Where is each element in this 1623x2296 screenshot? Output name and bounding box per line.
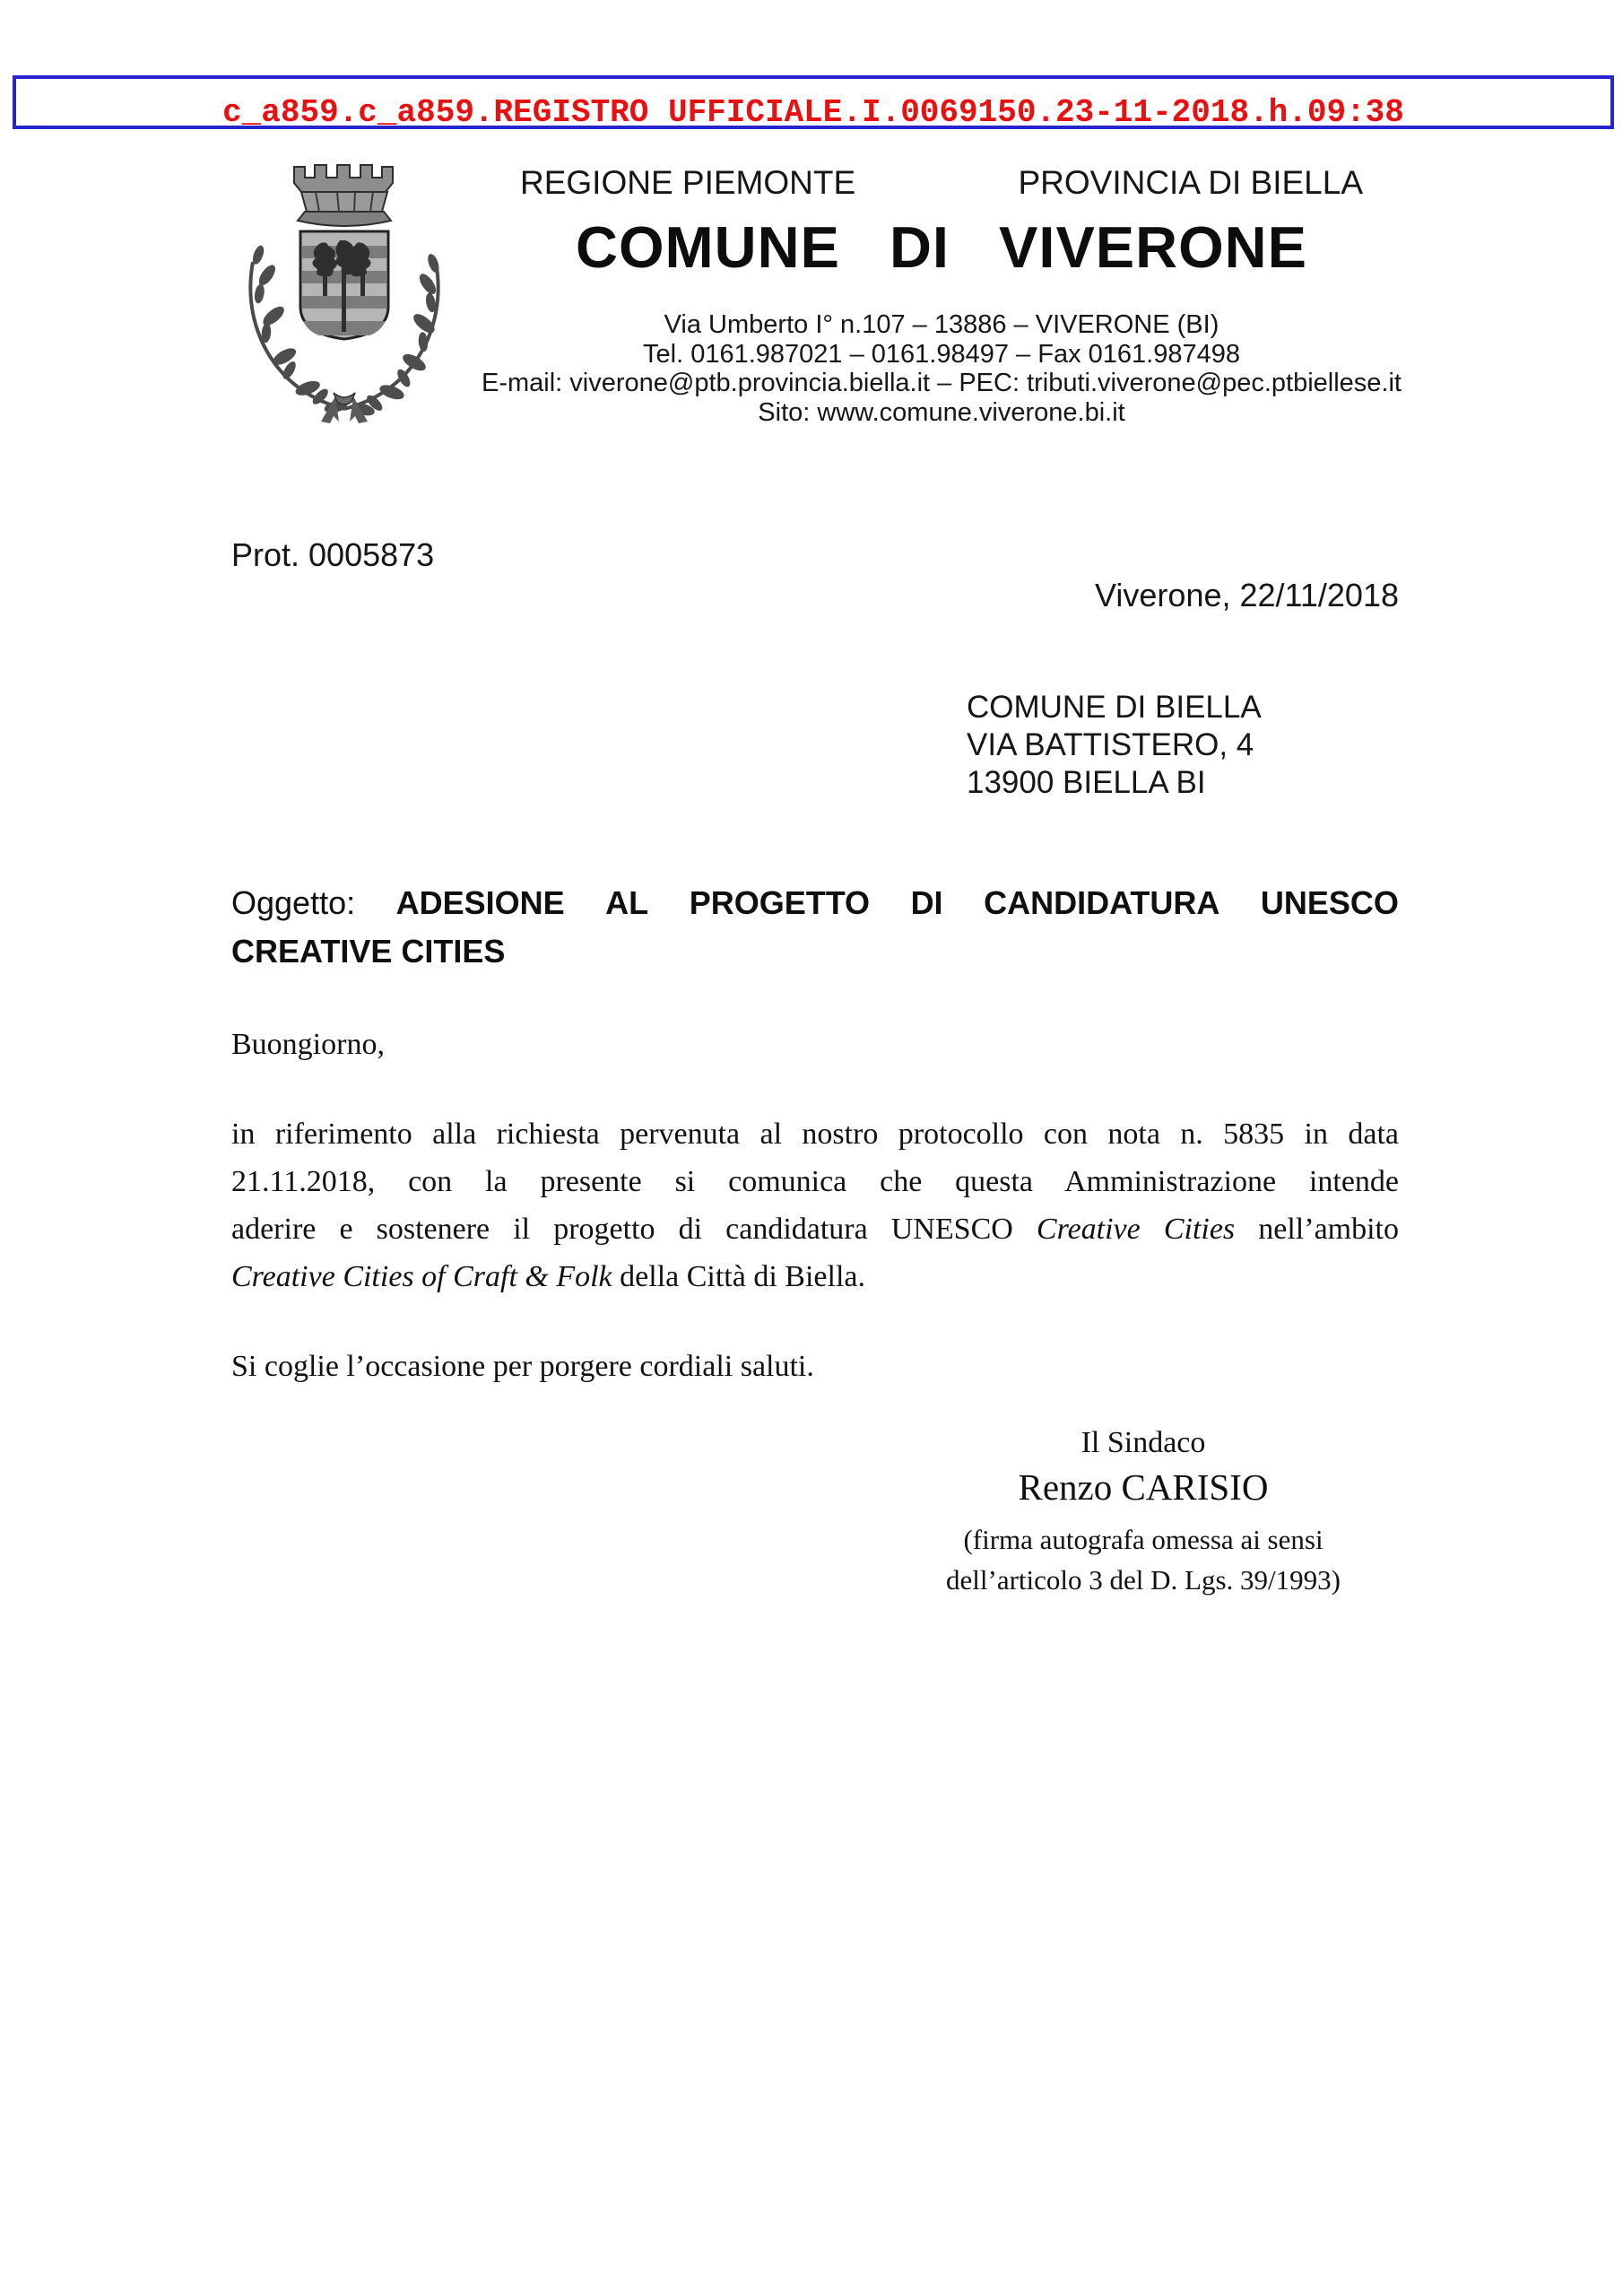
address-line-4: Sito: www.comune.viverone.bi.it xyxy=(758,397,1125,427)
body-line-3-pre: aderire e sostenere il progetto di candidatura UNESCO xyxy=(231,1213,1013,1246)
subject-word: CANDIDATURA xyxy=(984,884,1220,921)
protocol-number: Prot. 0005873 xyxy=(231,536,435,573)
subject-line-1 xyxy=(231,879,1399,927)
body-line-3-italic: Creative Cities xyxy=(1036,1213,1236,1246)
recipient-line-1: COMUNE DI BIELLA xyxy=(967,690,1262,725)
greeting-text: Buongiorno, xyxy=(231,1028,385,1061)
recipient-block xyxy=(967,689,1262,802)
body-paragraph xyxy=(231,1110,1399,1300)
subject-line-2: CREATIVE CITIES xyxy=(231,933,506,970)
registry-banner xyxy=(13,75,1614,129)
body-line-3 xyxy=(231,1205,1399,1253)
closing-text: Si coglie l’occasione per porgere cordiali saluti. xyxy=(231,1350,814,1383)
region-label: REGIONE PIEMONTE xyxy=(520,164,856,201)
address-line-3: E-mail: viverone@ptb.provincia.biella.it – PEC: tributi.viverone@pec.ptbiellese.it xyxy=(481,369,1402,397)
region-province-row xyxy=(520,164,1363,202)
signature-note xyxy=(910,1519,1376,1600)
subject-label: Oggetto: xyxy=(231,884,356,921)
body-line-4-italic: Creative Cities of Craft & Folk xyxy=(231,1260,612,1293)
signature-block xyxy=(910,1424,1376,1600)
address-line-2: Tel. 0161.987021 – 0161.98497 – Fax 0161.987498 xyxy=(643,339,1240,369)
recipient-line-3: 13900 BIELLA BI xyxy=(967,765,1206,800)
body-line-1: in riferimento alla richiesta pervenuta al nostro protocollo con nota n. 5835 in data xyxy=(231,1118,1399,1151)
body-line-3-post: nell’ambito xyxy=(1258,1213,1400,1246)
municipality-title: COMUNE DI VIVERONE xyxy=(576,214,1307,280)
place-date: Viverone, 22/11/2018 xyxy=(1095,577,1399,613)
subject-block xyxy=(231,879,1399,976)
signature-role: Il Sindaco xyxy=(1081,1426,1206,1459)
registry-text: c_a859.c_a859.REGISTRO UFFICIALE.I.0069150.23-11-2018.h.09:38 xyxy=(222,94,1404,131)
recipient-line-2: VIA BATTISTERO, 4 xyxy=(967,727,1254,762)
signature-note-line-1: (firma autografa omessa ai sensi xyxy=(963,1524,1324,1555)
subject-word: AL xyxy=(605,884,649,921)
subject-word: UNESCO xyxy=(1260,884,1399,921)
subject-word: PROGETTO xyxy=(689,884,871,921)
address-line-1: Via Umberto I° n.107 – 13886 – VIVERONE (BI) xyxy=(664,310,1219,339)
subject-word: ADESIONE xyxy=(395,884,565,921)
signature-note-line-2: dell’articolo 3 del D. Lgs. 39/1993) xyxy=(946,1564,1341,1596)
body-line-4 xyxy=(231,1253,1399,1300)
subject-word: DI xyxy=(910,884,943,921)
letterhead-address xyxy=(296,310,1587,427)
signature-name: Renzo CARISIO xyxy=(1018,1466,1269,1508)
province-label: PROVINCIA DI BIELLA xyxy=(1018,164,1363,201)
body-line-4-post: della Città di Biella. xyxy=(620,1260,865,1293)
body-line-2: 21.11.2018, con la presente si comunica che questa Amministrazione intende xyxy=(231,1165,1399,1198)
